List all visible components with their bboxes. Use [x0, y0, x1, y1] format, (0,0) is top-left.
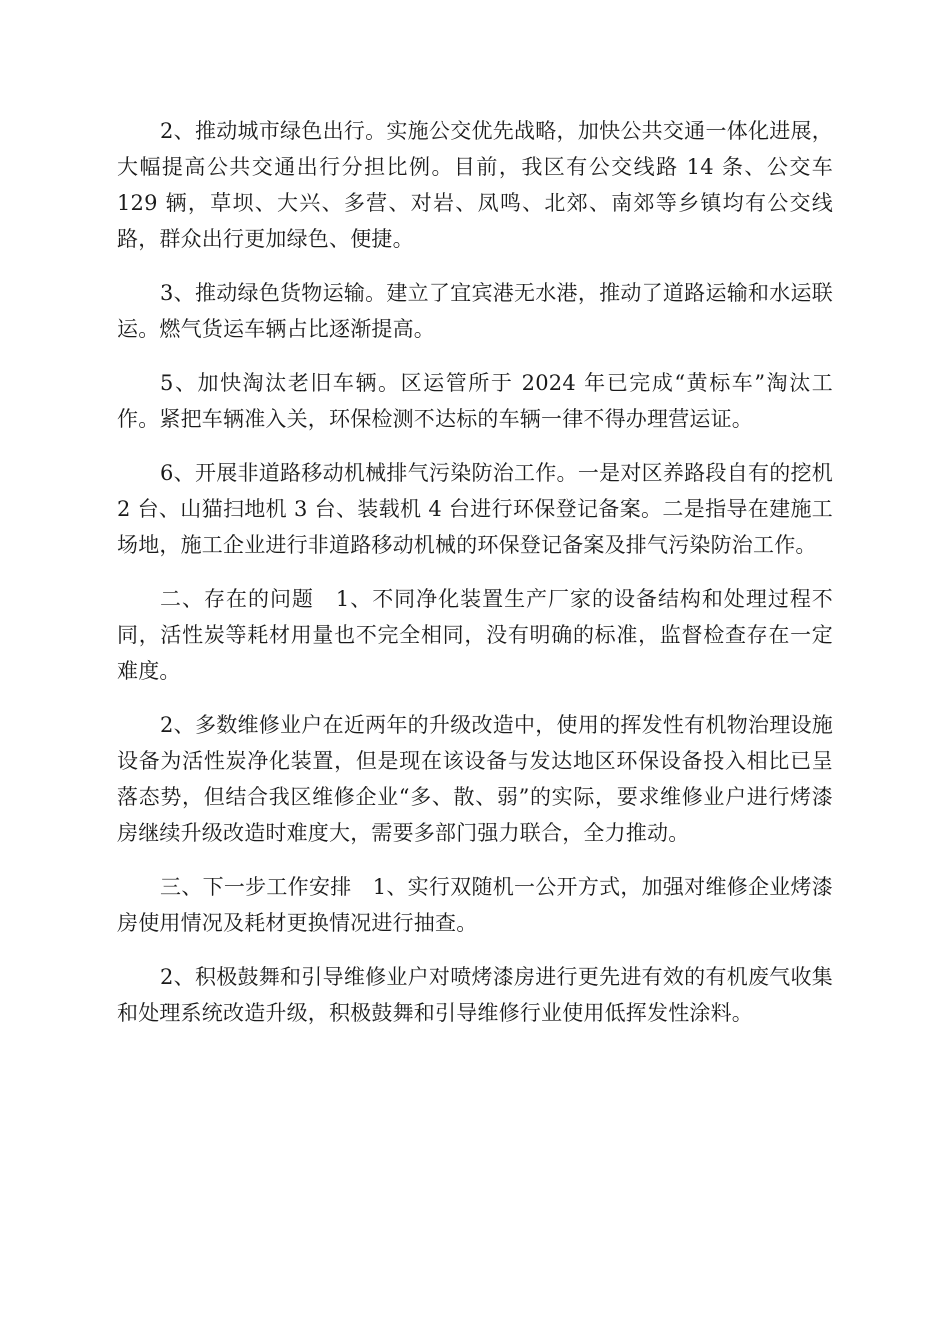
paragraph-non-road-machinery: 6、开展非道路移动机械排气污染防治工作。一是对区养路段自有的挖机 2 台、山猫扫地机 3 台、装载机 4 台进行环保登记备案。二是指导在建施工场地，施工企业进行非道路移动机械的环保登记备案及排气污染防治工作。 [117, 461, 833, 557]
paragraph-existing-problems: 二、存在的问题 1、不同净化装置生产厂家的设备结构和处理过程不同，活性炭等耗材用量也不完全相同，没有明确的标准，监督检查存在一定难度。 [117, 587, 833, 683]
document-page [117, 113, 833, 1049]
paragraph-repair-shop-upgrade: 2、多数维修业户在近两年的升级改造中，使用的挥发性有机物治理设施设备为活性炭净化装置，但是现在该设备与发达地区环保设备投入相比已呈落态势，但结合我区维修企业“多、散、弱”的实际，要求维修业户进行烤漆房继续升级改造时难度大，需要多部门强力联合，全力推动。 [117, 713, 833, 845]
paragraph-green-travel: 2、推动城市绿色出行。实施公交优先战略，加快公共交通一体化进展，大幅提高公共交通出行分担比例。目前，我区有公交线路 14 条、公交车 129 辆，草坝、大兴、多营、对岩、凤鸣、北郊、南郊等乡镇均有公交线路，群众出行更加绿色、便捷。 [117, 119, 833, 251]
paragraph-encourage-upgrade: 2、积极鼓舞和引导维修业户对喷烤漆房进行更先进有效的有机废气收集和处理系统改造升级，积极鼓舞和引导维修行业使用低挥发性涂料。 [117, 965, 833, 1025]
paragraph-next-steps: 三、下一步工作安排 1、实行双随机一公开方式，加强对维修企业烤漆房使用情况及耗材更换情况进行抽查。 [117, 875, 833, 935]
paragraph-old-vehicles: 5、加快淘汰老旧车辆。区运管所于 2024 年已完成“黄标车”淘汰工作。紧把车辆准入关，环保检测不达标的车辆一律不得办理营运证。 [117, 371, 833, 431]
paragraph-green-freight: 3、推动绿色货物运输。建立了宜宾港无水港，推动了道路运输和水运联运。燃气货运车辆占比逐渐提高。 [117, 281, 833, 341]
